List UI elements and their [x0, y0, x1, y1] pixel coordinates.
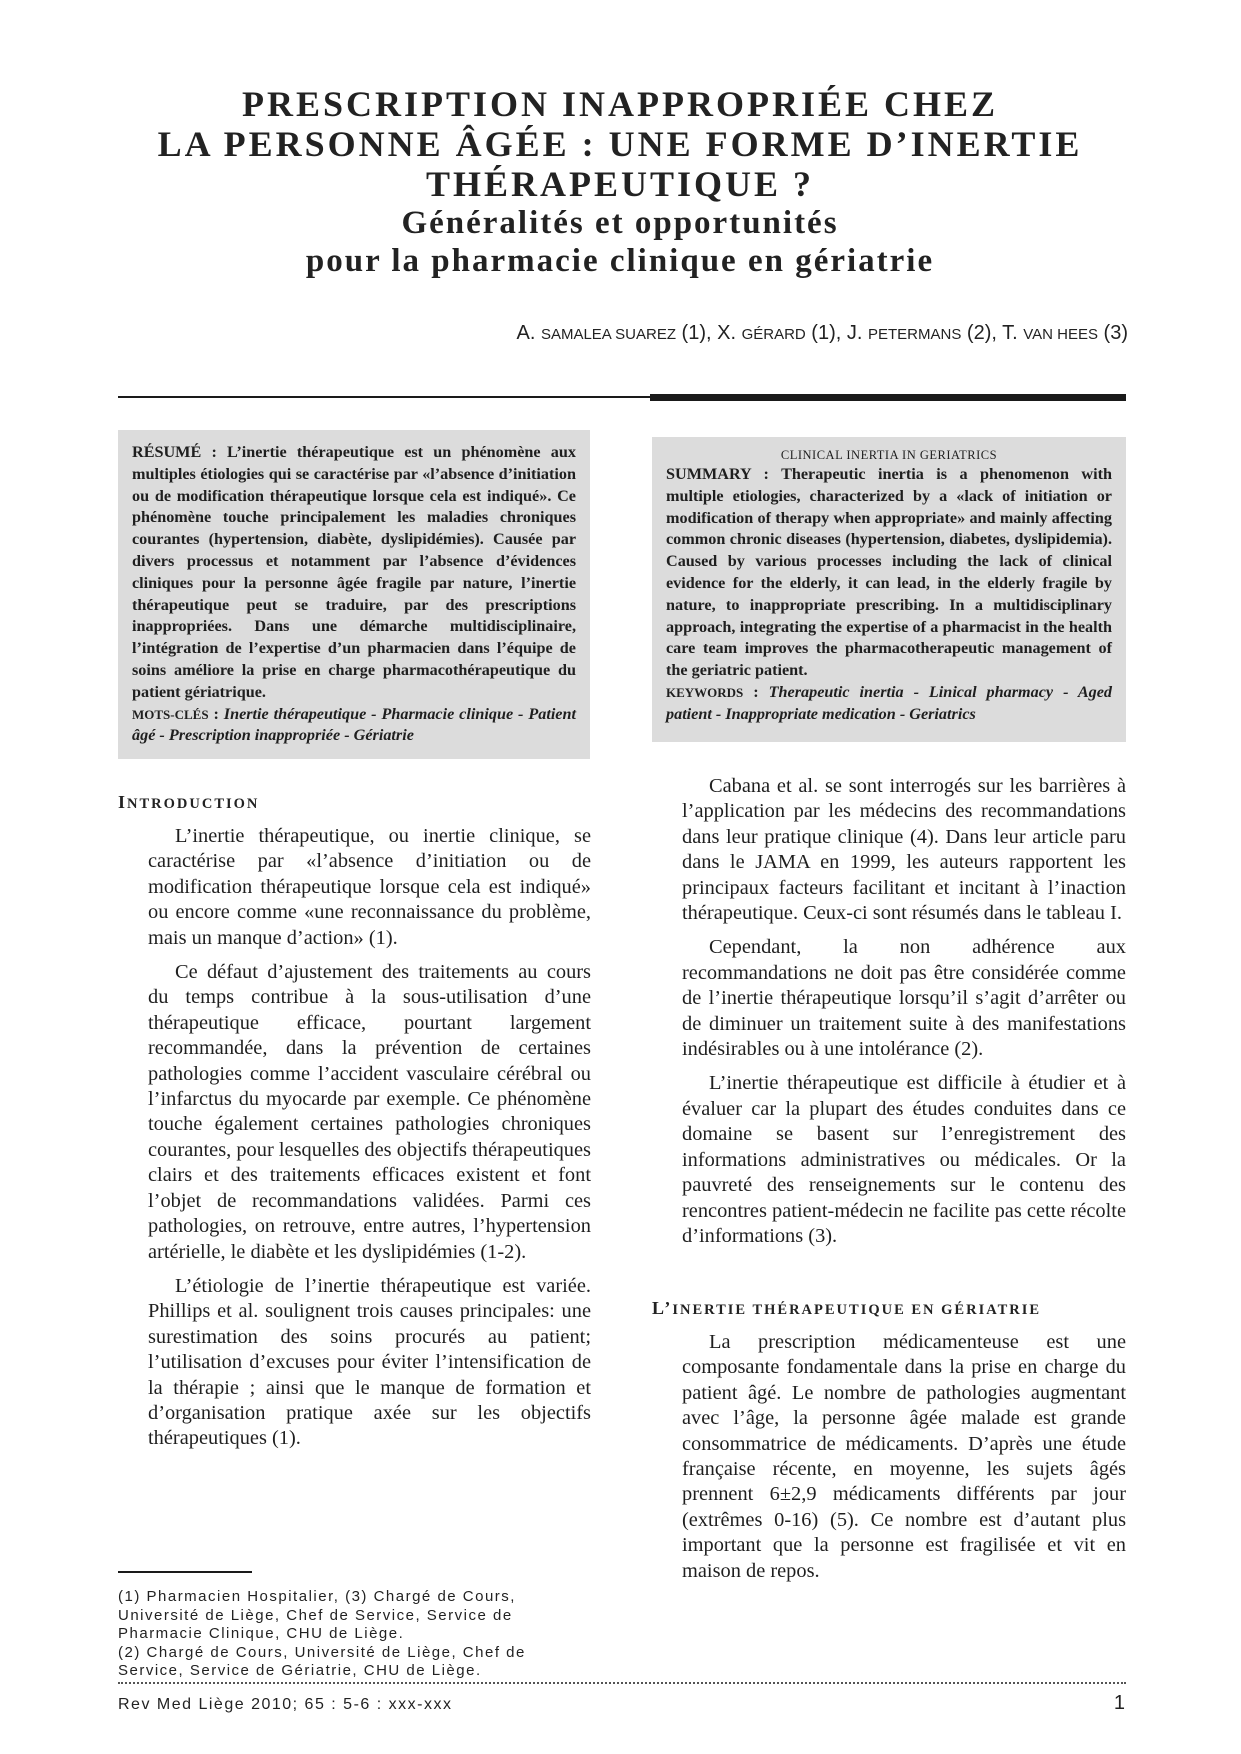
keywords-separator: : [743, 682, 769, 701]
keywords-label: MOTS-CLÉS [132, 706, 209, 722]
abstract-label: SUMMARY : [666, 465, 782, 483]
section-heading-geriatrie [652, 1298, 1041, 1319]
author-affiliation: (3) [1098, 322, 1128, 344]
body-column-left [148, 824, 591, 1461]
subtitle-line-1: Généralités et opportunités [401, 205, 839, 241]
abstract-french [118, 430, 590, 759]
abstract-text: Therapeutic inertia is a phenomenon with multiple etiologies, characterized by a «lack of initiation or modification of therapy when appropriate» and mainly affecting common chronic diseases (hypertension, diabetes, dyslipidemia). Caused by various processes including the lack of clinical evidence for the elderly, it can lead, in the elderly fragile by nature, to inappropriate prescribing. In a multidisciplinary approach, integrating the expertise of a pharmacist in the health care team improves the pharmacotherapeutic management of the geriatric patient. [666, 465, 1112, 680]
abstract-english-title: CLINICAL INERTIA IN GERIATRICS [780, 448, 998, 462]
paragraph: La prescription médicamenteuse est une composante fondamentale dans la prise en charge du patient âgé. Le nombre de pathologies augmentant avec l’âge, la personne âgée malade est grande consommatrice de médicaments. D’après une étude française récente, en moyenne, les sujets âgés prennent 6±2,9 médicaments différents par jour (extrêmes 0-16) (5). Ce nombre est d’autant plus important que la personne est fragilisée et vit en maison de repos. [682, 1331, 1126, 1582]
author-initial: A. [516, 322, 541, 344]
author-name: GÉRARD [741, 326, 806, 343]
footnote: (1) Pharmacien Hospitalier, (3) Chargé de Cours, Université de Liège, Chef de Service, Service de Pharmacie Clinique, CHU de Liège. [118, 1588, 516, 1643]
paragraph: Cabana et al. se sont interrogés sur les barrières à l’application par les médecins des recommandations dans leur pratique clinique (4). Dans leur article paru dans le JAMA en 1999, les auteurs rapportent les principaux facteurs facilitant et incitant à l’inaction thérapeutique. Ceux-ci sont résumés dans le tableau I. [682, 775, 1126, 925]
article-title [100, 84, 1140, 280]
journal-citation: Rev Med Liège 2010; 65 : 5-6 : xxx-xxx [118, 1696, 453, 1713]
body-column-right-continued [682, 1330, 1126, 1593]
section-heading-introduction [118, 792, 259, 813]
heading-initial: L’ [652, 1298, 673, 1318]
title-line-2: LA PERSONNE ÂGÉE : UNE FORME D’INERTIE [157, 124, 1083, 164]
footnotes [118, 1588, 592, 1681]
abstract-label: RÉSUMÉ : [132, 443, 228, 461]
header-divider-thick [650, 394, 1126, 401]
heading-rest: NTRODUCTION [127, 796, 260, 812]
header-divider-thin [118, 396, 650, 398]
abstract-english [652, 437, 1126, 742]
title-line-1: PRESCRIPTION INAPPROPRIÉE CHEZ [241, 84, 999, 124]
paragraph: Ce défaut d’ajustement des traitements au cours du temps contribue à la sous-utilisation d’une thérapeutique efficace, pourtant largement recommandée, dans la prévention de certaines pathologies comme l’accident vasculaire cérébral ou l’infarctus du myocarde par exemple. Ce phénomène touche également certaines pathologies chroniques courantes, pour lesquelles des objectifs thérapeutiques clairs et des traitements efficaces existent et font l’objet de recommandations validées. Parmi ces pathologies, on retrouve, entre autres, l’hypertension artérielle, le diabète et les dyslipidémies (1-2). [148, 961, 591, 1263]
paragraph: L’inertie thérapeutique, ou inertie clinique, se caractérise par «l’absence d’initiation ou de modification thérapeutique lorsque cela est indiqué» ou encore comme «une reconnaissance du problème, mais un manque d’action» (1). [148, 825, 591, 949]
heading-rest: INERTIE THÉRAPEUTIQUE EN GÉRIATRIE [672, 1302, 1042, 1318]
author-affiliation: (1), [675, 322, 718, 344]
page-number: 1 [1113, 1692, 1125, 1714]
title-line-3: THÉRAPEUTIQUE ? [425, 164, 815, 204]
keywords-text: Therapeutic inertia - Linical pharmacy - Aged patient - Inappropriate medication - Geriatrics [666, 682, 1112, 723]
body-column-right [682, 774, 1126, 1258]
paragraph: L’étiologie de l’inertie thérapeutique est variée. Phillips et al. soulignent trois causes principales: une surestimation des soins procurés au patient; l’utilisation d’excuses pour éviter l’intensification de la thérapie ; ainsi que le manque de formation et d’organisation pratique axée sur les objectifs thérapeutiques (1). [148, 1274, 591, 1450]
author-name: PETERMANS [868, 326, 962, 343]
subtitle-line-2: pour la pharmacie clinique en gériatrie [305, 243, 935, 279]
author-name: SAMALEA SUAREZ [540, 326, 676, 343]
author-affiliation: (2), [961, 322, 1003, 344]
footer-divider [118, 1682, 1126, 1684]
heading-initial: I [118, 792, 128, 812]
paragraph: L’inertie thérapeutique est difficile à étudier et à évaluer car la plupart des études conduites dans ce domaine se basent sur l’enregistrement des informations administratives ou médicales. Or la pauvreté des renseignements sur le contenu des rencontres patient-médecin ne facilite pas cette récolte d’informations (3). [682, 1072, 1126, 1247]
abstract-text: L’inertie thérapeutique est un phénomène aux multiples étiologies qui se caractérise par «l’absence d’initiation ou de modification thérapeutique lorsque cela est indiqué». Ce phénomène touche principalement les maladies chroniques courantes (hypertension, diabète, dyslipidémies). Causée par divers processus et notamment par l’absence d’évidences cliniques pour la personne âgée fragile par nature, l’inertie thérapeutique peut se traduire, par des prescriptions inappropriées. Dans une démarche multidisciplinaire, l’intégration de l’expertise d’un pharmacien dans l’équipe de soins améliore la prise en charge pharmacothérapeutique du patient gériatrique. [132, 443, 576, 701]
author-name: VAN HEES [1023, 326, 1098, 343]
author-affiliation: (1), [805, 322, 847, 344]
footnote: (2) Chargé de Cours, Université de Liège, Chef de Service, Service de Gériatrie, CHU de Liège. [118, 1643, 526, 1680]
footnote-divider [118, 1571, 252, 1573]
author-initial: T. [1002, 322, 1024, 344]
author-list [516, 322, 1128, 345]
paragraph: Cependant, la non adhérence aux recommandations ne doit pas être considérée comme de l’inertie thérapeutique lorsqu’il s’agit d’arrêter ou de diminuer un traitement suite à des manifestations indésirables ou à une intolérance (2). [682, 936, 1126, 1061]
keywords-separator: : [208, 704, 224, 723]
keywords-text: Inertie thérapeutique - Pharmacie clinique - Patient âgé - Prescription inappropriée - Gériatrie [132, 704, 576, 745]
keywords-label: KEYWORDS [666, 684, 744, 700]
author-initial: X. [717, 322, 742, 344]
author-initial: J. [846, 322, 868, 344]
